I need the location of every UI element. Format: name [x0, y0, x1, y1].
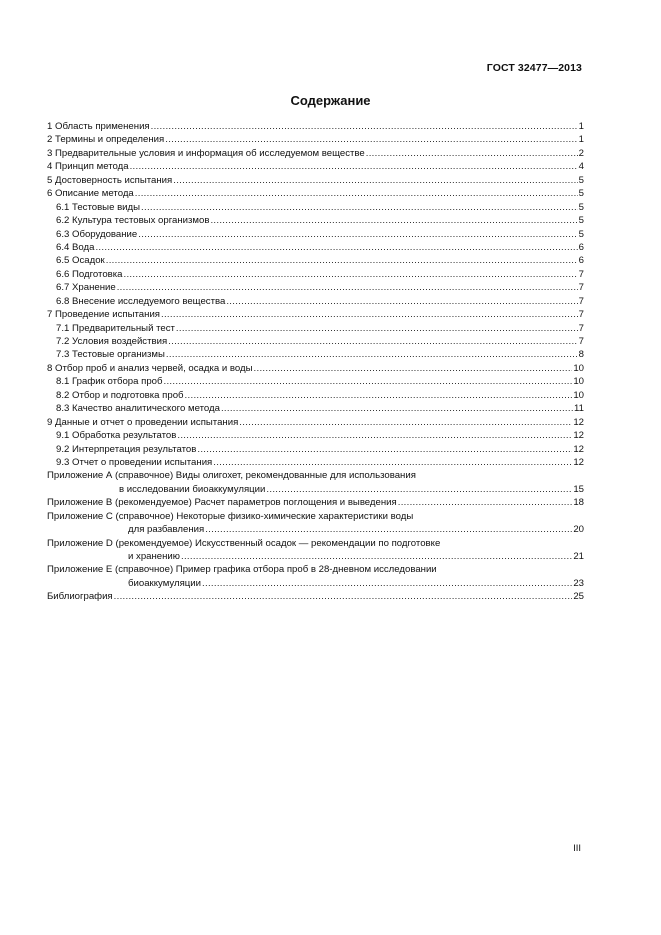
toc-entry-7-1[interactable]: 7.1 Предварительный тест ..... 7 [47, 322, 584, 335]
toc-entry-6-1[interactable]: 6.1 Тестовые виды ..... 5 [47, 201, 584, 214]
standard-number: ГОСТ 32477—2013 [486, 62, 582, 74]
toc-entry-9-1[interactable]: 9.1 Обработка результатов ..... 12 [47, 429, 584, 442]
toc-entry-6[interactable]: 6 Описание метода ..... 5 [47, 187, 584, 200]
toc-entry-9[interactable]: 9 Данные и отчет о проведении испытания ..... 12 [47, 416, 584, 429]
toc-entry-2[interactable]: 2 Термины и определения ..... 1 [47, 133, 584, 146]
toc-entry-8-3[interactable]: 8.3 Качество аналитического метода ..... 11 [47, 402, 584, 415]
toc-entry-6-7[interactable]: 6.7 Хранение ..... 7 [47, 281, 584, 294]
toc-entry-9-3[interactable]: 9.3 Отчет о проведении испытания ..... 12 [47, 456, 584, 469]
toc-entry-6-5[interactable]: 6.5 Осадок ..... 6 [47, 254, 584, 267]
toc-entry-1[interactable]: 1 Область применения ..... 1 [47, 120, 584, 133]
toc-entry-3[interactable]: 3 Предварительные условия и информация об исследуемом веществе ..... 2 [47, 147, 584, 160]
toc-bibliography[interactable]: Библиография ..... 25 [47, 590, 584, 603]
toc-appendix-e-title[interactable]: Приложение Е (справочное) Пример графика отбора проб в 28-дневном исследовании [47, 564, 437, 576]
toc-entry-9-2[interactable]: 9.2 Интерпретация результатов ..... 12 [47, 443, 584, 456]
toc-entry-7[interactable]: 7 Проведение испытания ..... 7 [47, 308, 584, 321]
toc-entry-7-3[interactable]: 7.3 Тестовые организмы ..... 8 [47, 348, 584, 361]
toc-entry-8[interactable]: 8 Отбор проб и анализ червей, осадка и воды ..... 10 [47, 362, 584, 375]
toc-appendix-a[interactable]: в исследовании биоаккумуляции ..... 15 [47, 483, 584, 496]
toc-entry-5[interactable]: 5 Достоверность испытания ..... 5 [47, 174, 584, 187]
toc-appendix-a-title[interactable]: Приложение А (справочное) Виды олигохет, рекомендованные для использования [47, 470, 416, 482]
toc-entry-6-2[interactable]: 6.2 Культура тестовых организмов ..... 5 [47, 214, 584, 227]
toc-appendix-c[interactable]: для разбавления ..... 20 [47, 523, 584, 536]
table-of-contents [47, 120, 584, 604]
toc-entry-6-4[interactable]: 6.4 Вода ..... 6 [47, 241, 584, 254]
toc-entry-4[interactable]: 4 Принцип метода ..... 4 [47, 160, 584, 173]
toc-entry-6-8[interactable]: 6.8 Внесение исследуемого вещества ..... 7 [47, 295, 584, 308]
toc-appendix-e[interactable]: биоаккумуляции ..... 23 [47, 577, 584, 590]
toc-appendix-c-title[interactable]: Приложение С (справочное) Некоторые физико-химические характеристики воды [47, 510, 414, 522]
toc-entry-6-3[interactable]: 6.3 Оборудование ..... 5 [47, 228, 584, 241]
toc-entry-8-1[interactable]: 8.1 График отбора проб ..... 10 [47, 375, 584, 388]
toc-appendix-b[interactable]: Приложение В (рекомендуемое) Расчет параметров поглощения и выведения ..... 18 [47, 496, 584, 509]
page-number: III [573, 843, 581, 854]
toc-appendix-d[interactable]: и хранению ..... 21 [47, 550, 584, 563]
toc-appendix-d-title[interactable]: Приложение D (рекомендуемое) Искусственный осадок — рекомендации по подготовке [47, 537, 441, 549]
page-title: Содержание [290, 93, 371, 108]
toc-entry-6-6[interactable]: 6.6 Подготовка ..... 7 [47, 268, 584, 281]
toc-entry-8-2[interactable]: 8.2 Отбор и подготовка проб ..... 10 [47, 389, 584, 402]
toc-entry-7-2[interactable]: 7.2 Условия воздействия ..... 7 [47, 335, 584, 348]
